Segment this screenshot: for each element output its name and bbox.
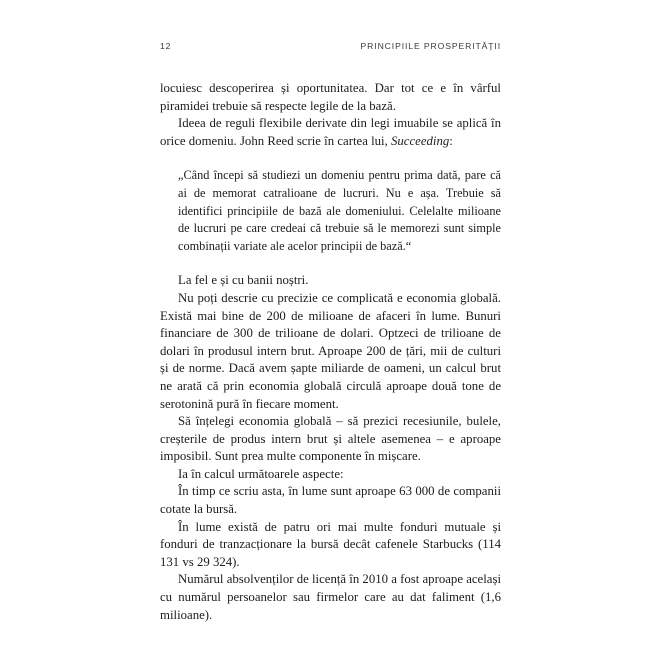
paragraph: locuiesc descoperirea și oportunitatea. Dar tot ce e în vârful piramidei trebuie să respecte legile de la bază. [160, 81, 501, 113]
paragraph: Ia în calcul următoarele aspecte: [178, 466, 344, 481]
paragraph: Numărul absolvenților de licență în 2010 a fost aproape același cu numărul persoanelor sau firmelor care au dat faliment (1,6 milioane). [160, 572, 502, 622]
page-number: 12 [160, 41, 172, 51]
paragraph: Nu poți descrie cu precizie ce complicată e economia globală. Există mai bine de 200 de milioane de afaceri în lume. Bunuri financiare de 300 de trilioane de dolari. Optzeci de trilioane de dolari în produsul intern brut. Aproape 200 de țări, mii de culturi și de norme. Dacă avem șapte miliarde de oameni, un calcul brut ne arată că prin economia globală circulă aproape două tone de serotonină pură în fiecare moment. [160, 290, 501, 411]
body-text [160, 80, 501, 624]
running-head [160, 41, 501, 55]
paragraph: În timp ce scriu asta, în lume sunt aproape 63 000 de companii cotate la bursă. [160, 484, 501, 517]
book-title-italic: Succeeding [390, 133, 450, 148]
paragraph: Să înțelegi economia globală – să prezici recesiunile, bulele, creșterile de produs intern brut și altele asemenea – e aproape imposibil. Sunt prea multe componente în mișcare. [160, 414, 501, 464]
paragraph-text: Ideea de reguli flexibile derivate din legi imuabile se aplică în orice domeniu. John Reed scrie în cartea lui, [160, 116, 501, 148]
paragraph: La fel e și cu banii noștri. [178, 273, 309, 288]
paragraph-text: : [449, 133, 453, 148]
paragraph-with-citation [160, 115, 501, 150]
block-quote: „Când începi să studiezi un domeniu pentru prima dată, pare că ai de memorat catralioane de lucruri. Nu e așa. Trebuie să identifici principiile de bază ale domeniului. Celelalte milioane de lucruri pe care credeai că trebuie să le memorezi sunt simple combinații variate ale acelor principii de bază.“ [178, 168, 501, 253]
paragraph: În lume există de patru ori mai multe fonduri mutuale și fonduri de tranzacționare la bursă decât cafenele Starbucks (114 131 vs 29 324). [160, 519, 501, 569]
book-title: PRINCIPIILE PROSPERITĂȚII [360, 41, 501, 51]
